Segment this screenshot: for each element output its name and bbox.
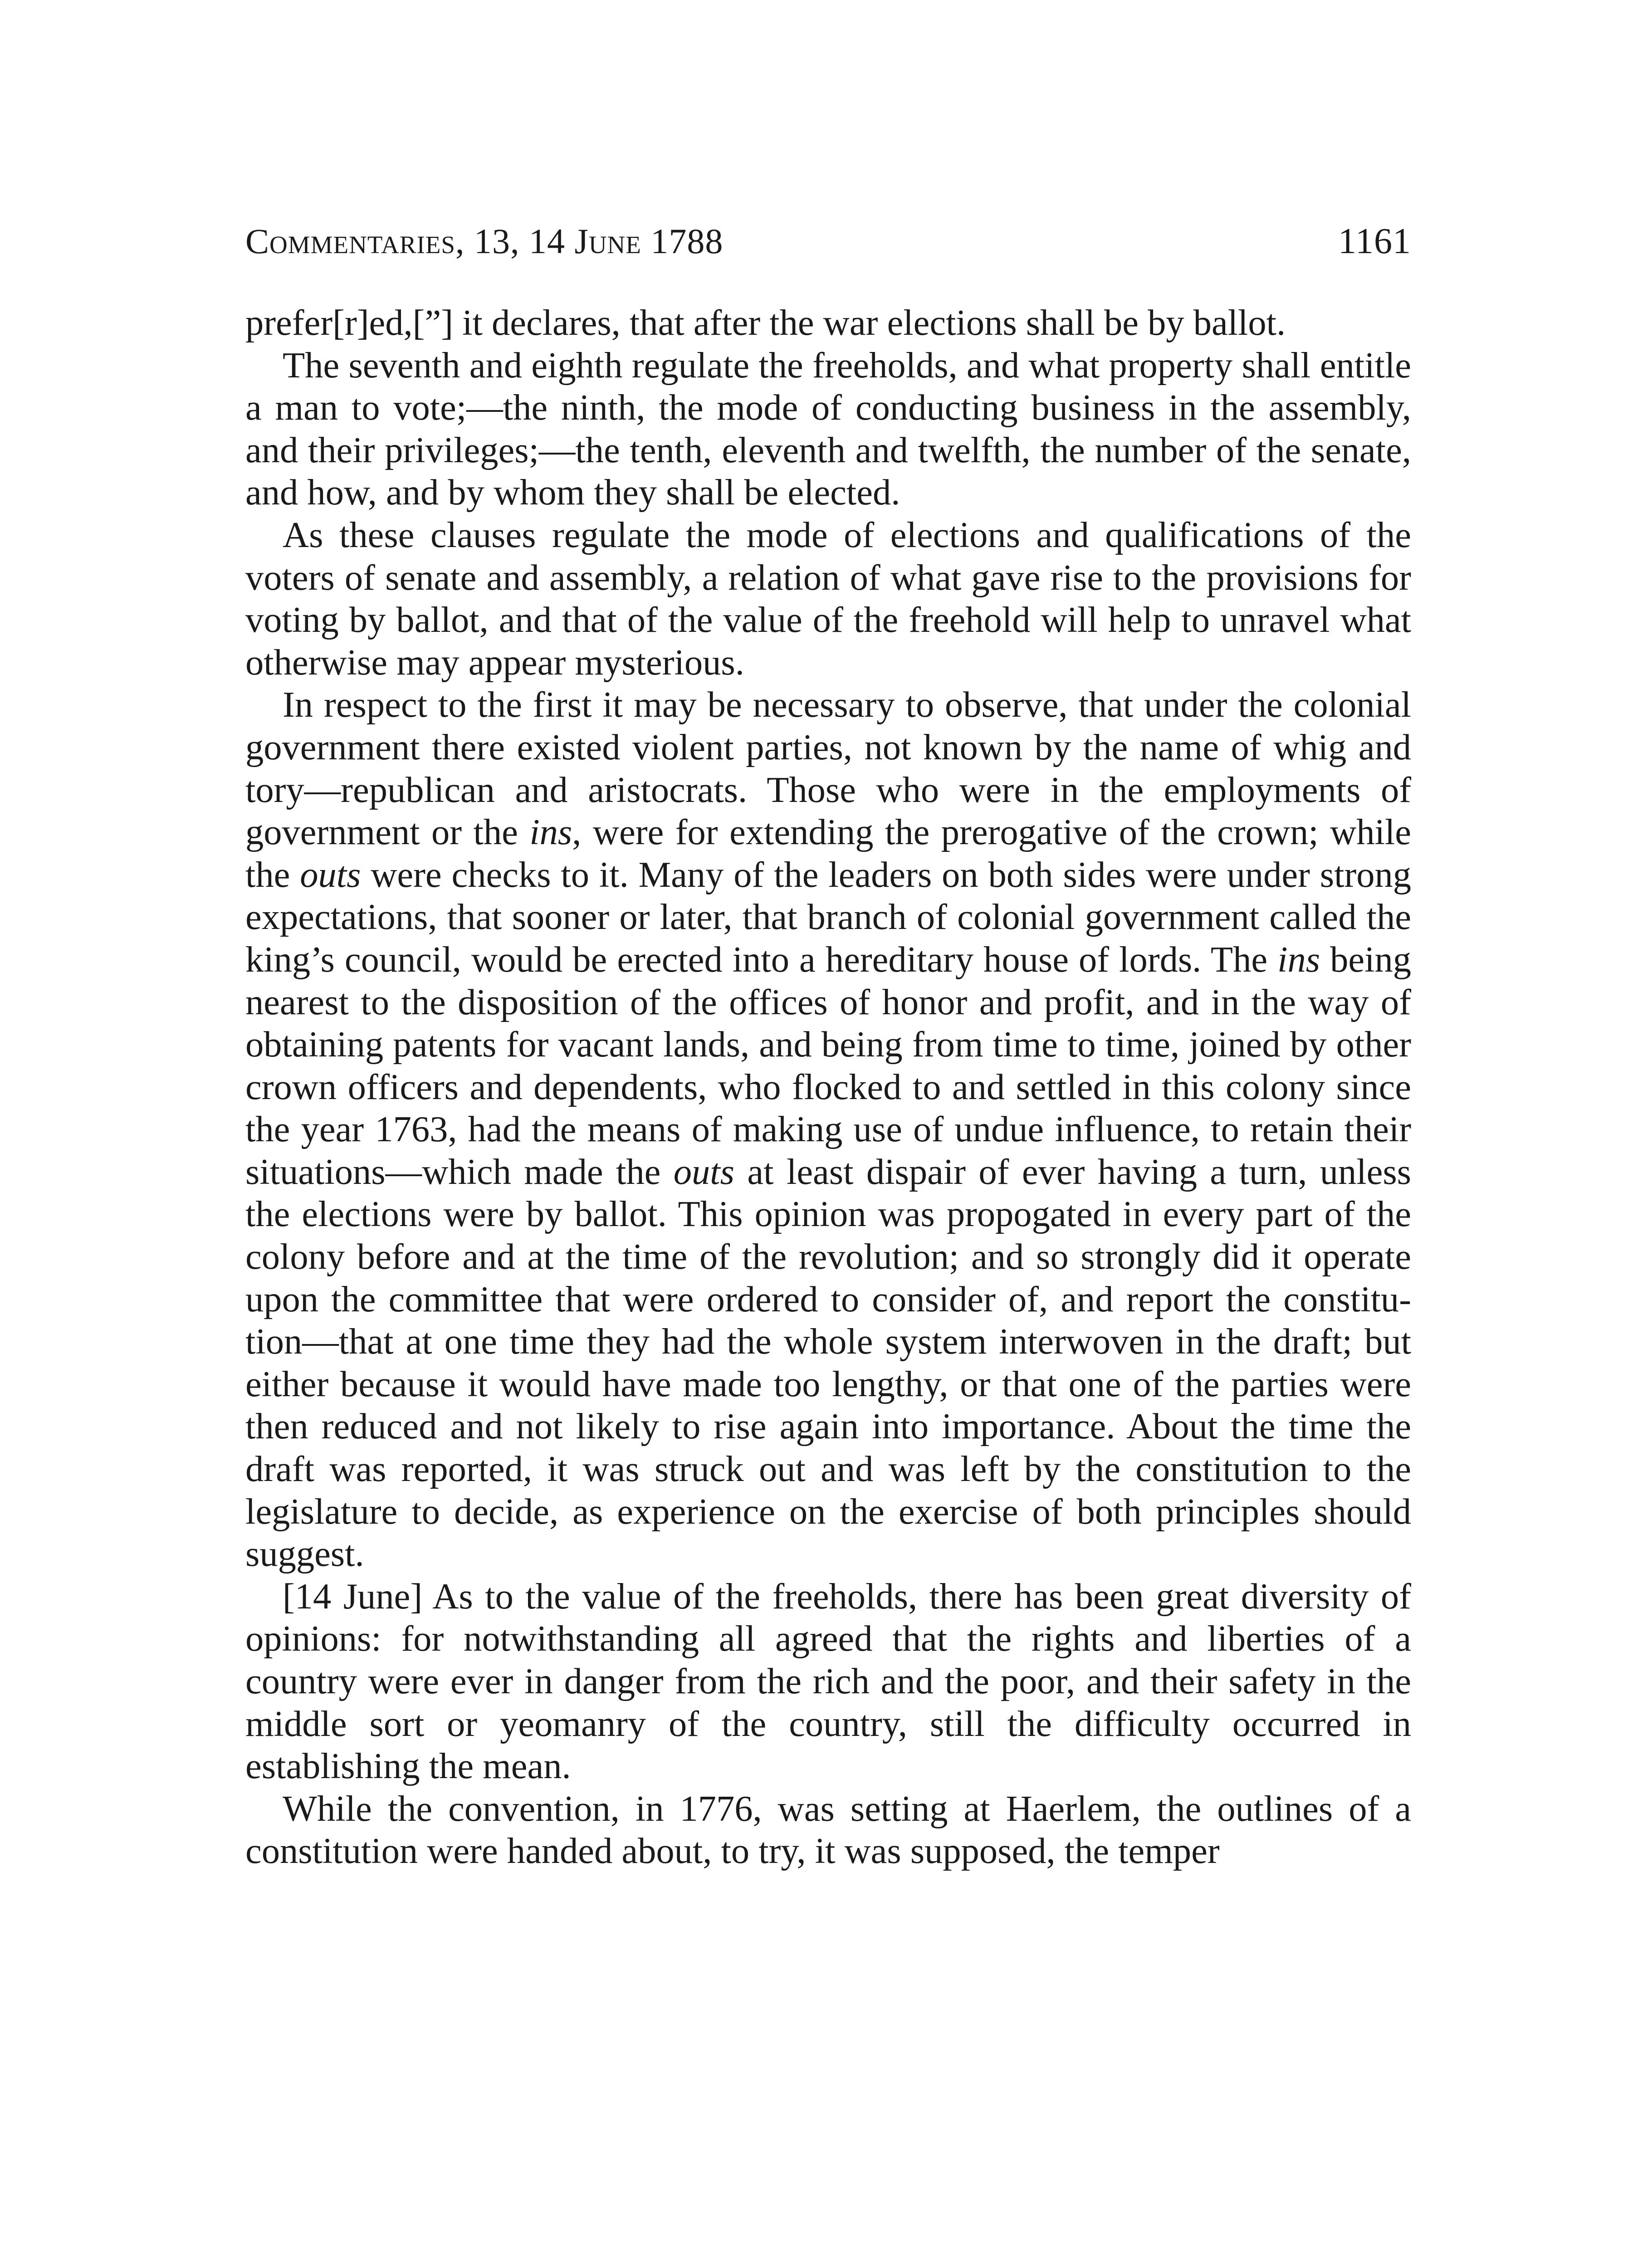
running-head-title: Commentaries xyxy=(245,221,455,261)
paragraph-6: While the convention, in 1776, was setting at Haerlem, the outlines of a constitution were handed about, to try, it was supposed, the temper xyxy=(245,1788,1411,1872)
paragraph-4-text-4: being nearest to the disposition of the offices of honor and profit, and in the way of obtaining patents for vacant lands, and being from time to time, joined by other crown officers and dependents, who flocked to and settled in this colony since the year 1763, had the means of making use of undue influence, to retain their situations—which made the xyxy=(245,939,1411,1192)
running-head xyxy=(245,219,723,264)
italic-outs-2: outs xyxy=(673,1151,734,1192)
paragraph-1: prefer[r]ed,[”] it declares, that after the war elections shall be by ballot. xyxy=(245,303,1286,343)
paragraph-2: The seventh and eighth regulate the freeholds, and what property shall entitle a man to vote;—the ninth, the mode of conducting business in the assembly, and their privileges;—the tenth, eleventh and twelfth, the number of the senate, and how, and by whom they shall be elected. xyxy=(245,345,1411,513)
page-header xyxy=(245,219,1411,273)
paragraph-5: [14 June] As to the value of the freeholds, there has been great diversity of opinions: for notwithstanding all agreed that the rights and liberties of a country were ever in danger from the rich and the poor, and their safety in the middle sort or yeomanry of the country, still the difficulty occurred in establishing the mean. xyxy=(245,1576,1411,1787)
page-number: 1161 xyxy=(1338,221,1411,261)
paragraph-4-text-5: at least dispair of ever having a turn, unless the elections were by ballot. This opinion was propogated in every part of the colony before and at the time of the revolution; and so strongly did it operate upon the committee that were ordered to consider of, and report the constitution—that at one time they had the whole system interwoven in the draft; but either because it would have made too lengthy, or that one of the parties were then reduced and not likely to rise again into importance. About the time the draft was reported, it was struck out and was left by the constitution to the legislature to decide, as experience on the exercise of both principles should suggest. xyxy=(245,1151,1412,1574)
paragraph-4-text-1: In respect to the first it may be necessary to observe, that under the colonial government there existed violent parties, not known by the name of whig and tory—republican and aristocrats. Those who were in the employments of government or the xyxy=(245,684,1411,853)
paragraph-3: As these clauses regulate the mode of elections and qualifications of the voters of senate and assembly, a relation of what gave rise to the provisions for voting by ballot, and that of the value of the freehold will help to unravel what otherwise may appear mysterious. xyxy=(245,514,1411,683)
running-head-year: 1788 xyxy=(641,221,724,261)
paragraph-4-text-3: were checks to it. Many of the leaders on both sides were under strong expectations, that sooner or later, that branch of colonial government called the king’s council, would be erected into a hereditary house of lords. The xyxy=(245,854,1411,980)
paragraph-4-text-2: , were for extending the prerogative of the crown; while the xyxy=(245,812,1411,895)
paragraph-4 xyxy=(245,684,1411,1575)
italic-outs-1: outs xyxy=(300,854,361,895)
italic-ins-2: ins xyxy=(1277,939,1320,980)
running-head-date: , 13, 14 xyxy=(455,221,575,261)
italic-ins-1: ins xyxy=(529,812,572,853)
running-head-month: June xyxy=(574,221,641,261)
body-text xyxy=(245,302,1411,1872)
